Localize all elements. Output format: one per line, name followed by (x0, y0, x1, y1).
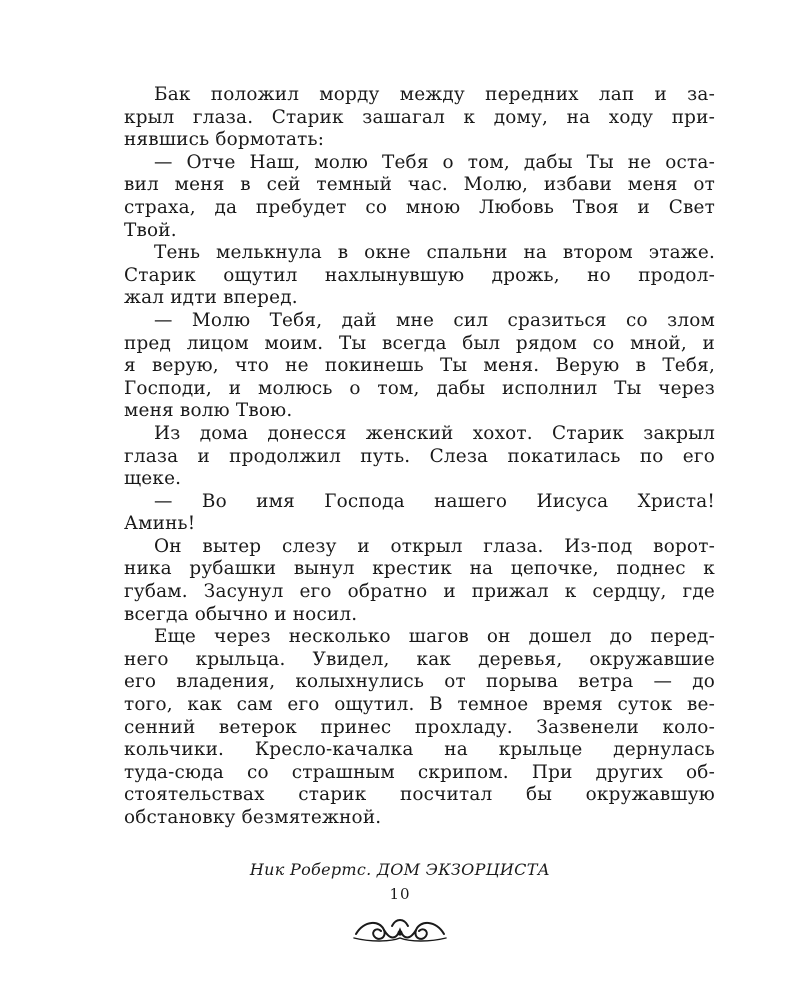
text-line: страха, да пребудет со мною Любовь Твоя и Свет (124, 196, 715, 218)
text-line: щеке. (124, 468, 182, 490)
text-line: глаза и продолжил путь. Слеза покатилась по его (124, 445, 715, 467)
text-line: стоятельствах старик посчитал бы окружавшую (124, 784, 715, 806)
text-line: кольчики. Кресло-качалка на крыльце дернулась (124, 739, 715, 761)
text-line: нявшись бормотать: (124, 129, 325, 151)
text-line: Твой. (124, 219, 177, 241)
text-line: обстановку безмятежной. (124, 807, 382, 828)
text-line: — Отче Наш, молю Тебя о том, дабы Ты не оста- (154, 151, 715, 173)
text-line: пред лицом моим. Ты всегда был рядом со мной, и (124, 332, 715, 354)
text-line: Господи, и молюсь о том, дабы исполнил Ты через (124, 377, 715, 399)
text-line: Бак положил морду между передних лап и за- (154, 84, 715, 105)
text-line: жал идти вперед. (124, 287, 298, 309)
text-line: Аминь! (124, 513, 196, 535)
text-line: — Во имя Господа нашего Иисуса Христа! (154, 490, 715, 512)
text-line: того, как сам его ощутил. В темное время суток ве- (124, 694, 715, 716)
running-footer-title: Ник Робертс. ДОМ ЭКЗОРЦИСТА (249, 860, 551, 879)
text-line: крыл глаза. Старик зашагал к дому, на ходу при- (124, 106, 715, 128)
text-line: всегда обычно и носил. (124, 603, 358, 625)
text-line: я верую, что не покинешь Ты меня. Верую в Тебя, (124, 355, 715, 377)
text-line: Тень мелькнула в окне спальни на втором этаже. (154, 242, 715, 264)
text-line: него крыльца. Увидел, как деревья, окружавшие (124, 648, 715, 670)
page-number: 10 (389, 885, 411, 903)
text-line: Еще через несколько шагов он дошел до перед- (154, 626, 715, 648)
text-line: его владения, колыхнулись от порыва ветра — до (124, 671, 715, 693)
text-line: вил меня в сей темный час. Молю, избави меня от (124, 174, 715, 196)
text-line: губам. Засунул его обратно и прижал к сердцу, где (124, 581, 715, 603)
text-line: меня волю Твою. (124, 400, 293, 422)
text-line: Он вытер слезу и открыл глаза. Из-под ворот- (154, 535, 715, 557)
text-line: — Молю Тебя, дай мне сил сразиться со злом (154, 309, 715, 331)
text-line: ника рубашки вынул крестик на цепочке, поднес к (124, 558, 715, 580)
text-line: Из дома донесся женский хохот. Старик закрыл (154, 422, 715, 444)
page-body-text (124, 84, 715, 830)
decorative-flourish-icon (350, 912, 450, 946)
text-line: Старик ощутил нахлынувшую дрожь, но продол- (124, 264, 715, 286)
text-line: сенний ветерок принес прохладу. Зазвенели коло- (124, 716, 715, 738)
text-line: туда-сюда со страшным скрипом. При других об- (124, 761, 715, 783)
